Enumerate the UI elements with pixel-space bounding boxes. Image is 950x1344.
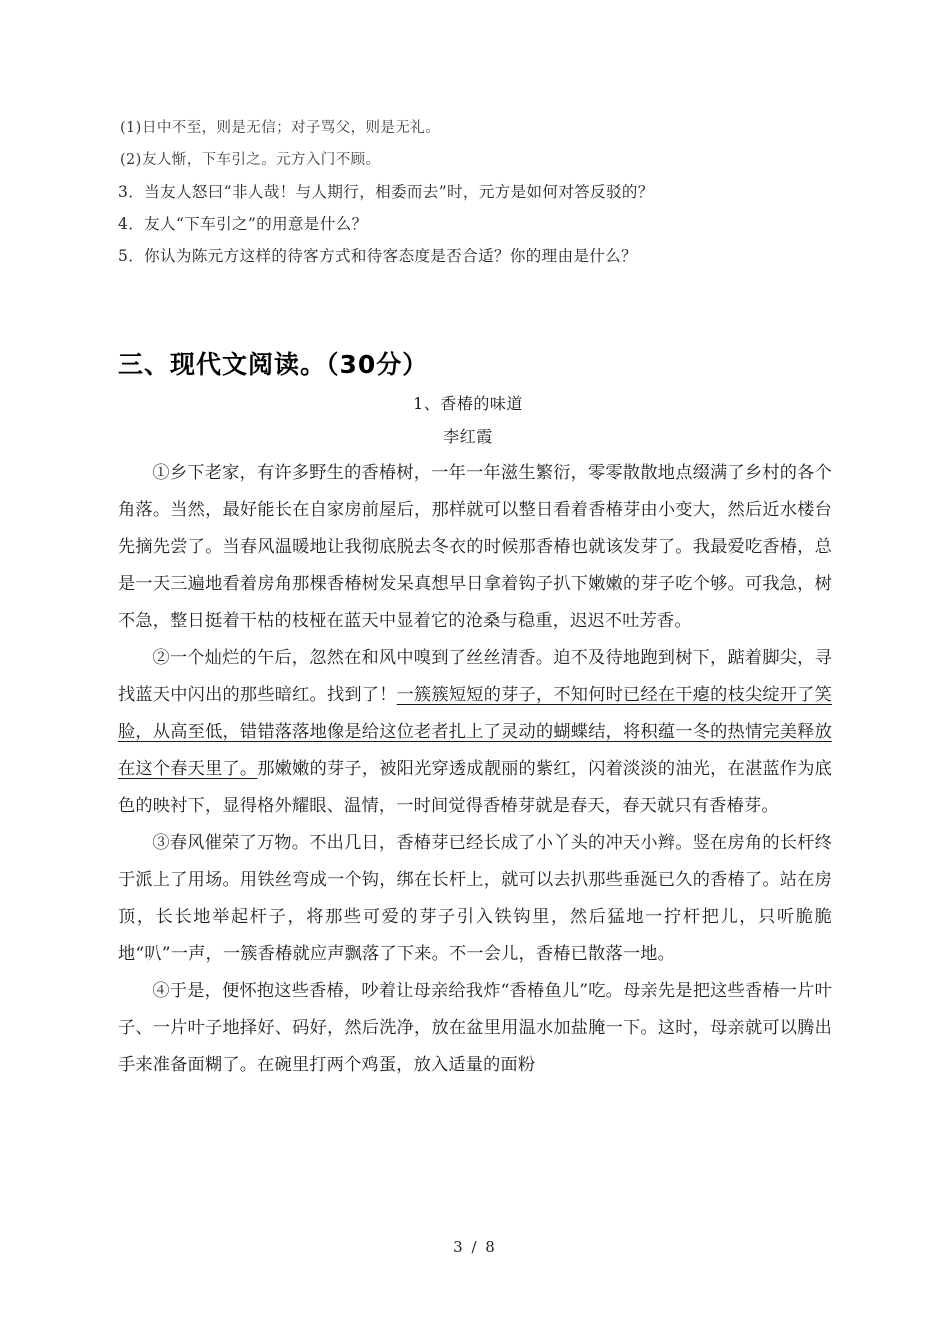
question-text: 友人惭，下车引之。元方入门不顾。 [142,152,381,168]
paragraph-segment: ①乡下老家，有许多野生的香椿树，一年一年滋生繁衍，零零散散地点缀满了乡村的各个角落。当然，最好能长在自家房前屋后，那样就可以整日看着香椿芽由小变大，然后近水楼台先摘先尝了。当春风温暖地让我彻底脱去冬衣的时候那香椿也就该发芽了。我最爱吃香椿，总是一天三遍地看着房角那棵香椿树发呆真想早日拿着钩子扒下嫩嫩的芽子吃个够。可我急，树不急，整日挺着干枯的枝桠在蓝天中显着它的沧桑与稳重，迟迟不吐芳香。 [118,463,832,631]
question-text: 当友人怒曰“非人哉！与人期行，相委而去”时，元方是如何对答反驳的？ [144,183,654,201]
question-number: 3． [118,183,145,201]
paragraph-2 [118,640,832,825]
article-author: 李红霞 [443,427,493,446]
question-item [118,112,832,144]
question-text: 友人“下车引之”的用意是什么？ [144,215,368,233]
question-list [118,112,832,272]
question-text: 你认为陈元方这样的待客方式和待客态度是否合适？你的理由是什么？ [144,247,638,265]
question-item [118,240,832,272]
question-item [118,176,832,208]
question-number: (1) [120,120,142,136]
paragraph-segment: 那嫩嫩的芽子，被阳光穿透成靓丽的紫红，闪着淡淡的油光，在湛蓝作为底色的映衬下，显得格外耀眼、温情，一时间觉得香椿芽就是春天，春天就只有香椿芽。 [118,759,832,816]
page-content [118,112,832,1084]
section-heading: 三、现代文阅读。（30分） [118,350,429,379]
paragraph-segment: ③春风催荣了万物。不出几日，香椿芽已经长成了小丫头的冲天小辫。竖在房角的长杆终于派上了用场。用铁丝弯成一个钩，绑在长杆上，就可以去扒那些垂涎已久的香椿了。站在房顶，长长地举起杆子，将那些可爱的芽子引入铁钩里，然后猛地一拧杆把儿，只听脆脆地“叭”一声，一簇香椿就应声飘落了下来。不一会儿，香椿已散落一地。 [118,833,832,964]
question-number: 5． [118,247,145,265]
paragraph-3 [118,825,832,973]
article-title: 1、香椿的味道 [413,394,523,413]
question-number: (2) [120,152,142,168]
paragraph-segment-underlined: 一簇簇短短的芽子，不知何时已经在干瘪的枝尖绽开了笑脸，从高至低，错错落落地像是给这位老者扎上了灵动的蝴蝶结，将积蕴一冬的热情完美释放在这个春天里了。 [118,685,832,779]
question-item [118,144,832,176]
paragraph-4 [118,973,832,1084]
paragraph-segment: ④于是，便怀抱这些香椿，吵着让母亲给我炸“香椿鱼儿”吃。母亲先是把这些香椿一片叶子、一片叶子地择好、码好，然后洗净，放在盆里用温水加盐腌一下。这时，母亲就可以腾出手来准备面糊了。在碗里打两个鸡蛋，放入适量的面粉 [118,981,832,1075]
question-number: 4． [118,215,145,233]
paragraph-segment: ②一个灿烂的午后，忽然在和风中嗅到了丝丝清香。迫不及待地跑到树下，踮着脚尖，寻找蓝天中闪出的那些暗红。找到了！ [118,648,832,705]
question-text: 日中不至，则是无信；对子骂父，则是无礼。 [142,120,440,136]
paragraph-1 [118,455,832,640]
question-item [118,208,832,240]
page-footer: 3 / 8 [453,1238,497,1256]
